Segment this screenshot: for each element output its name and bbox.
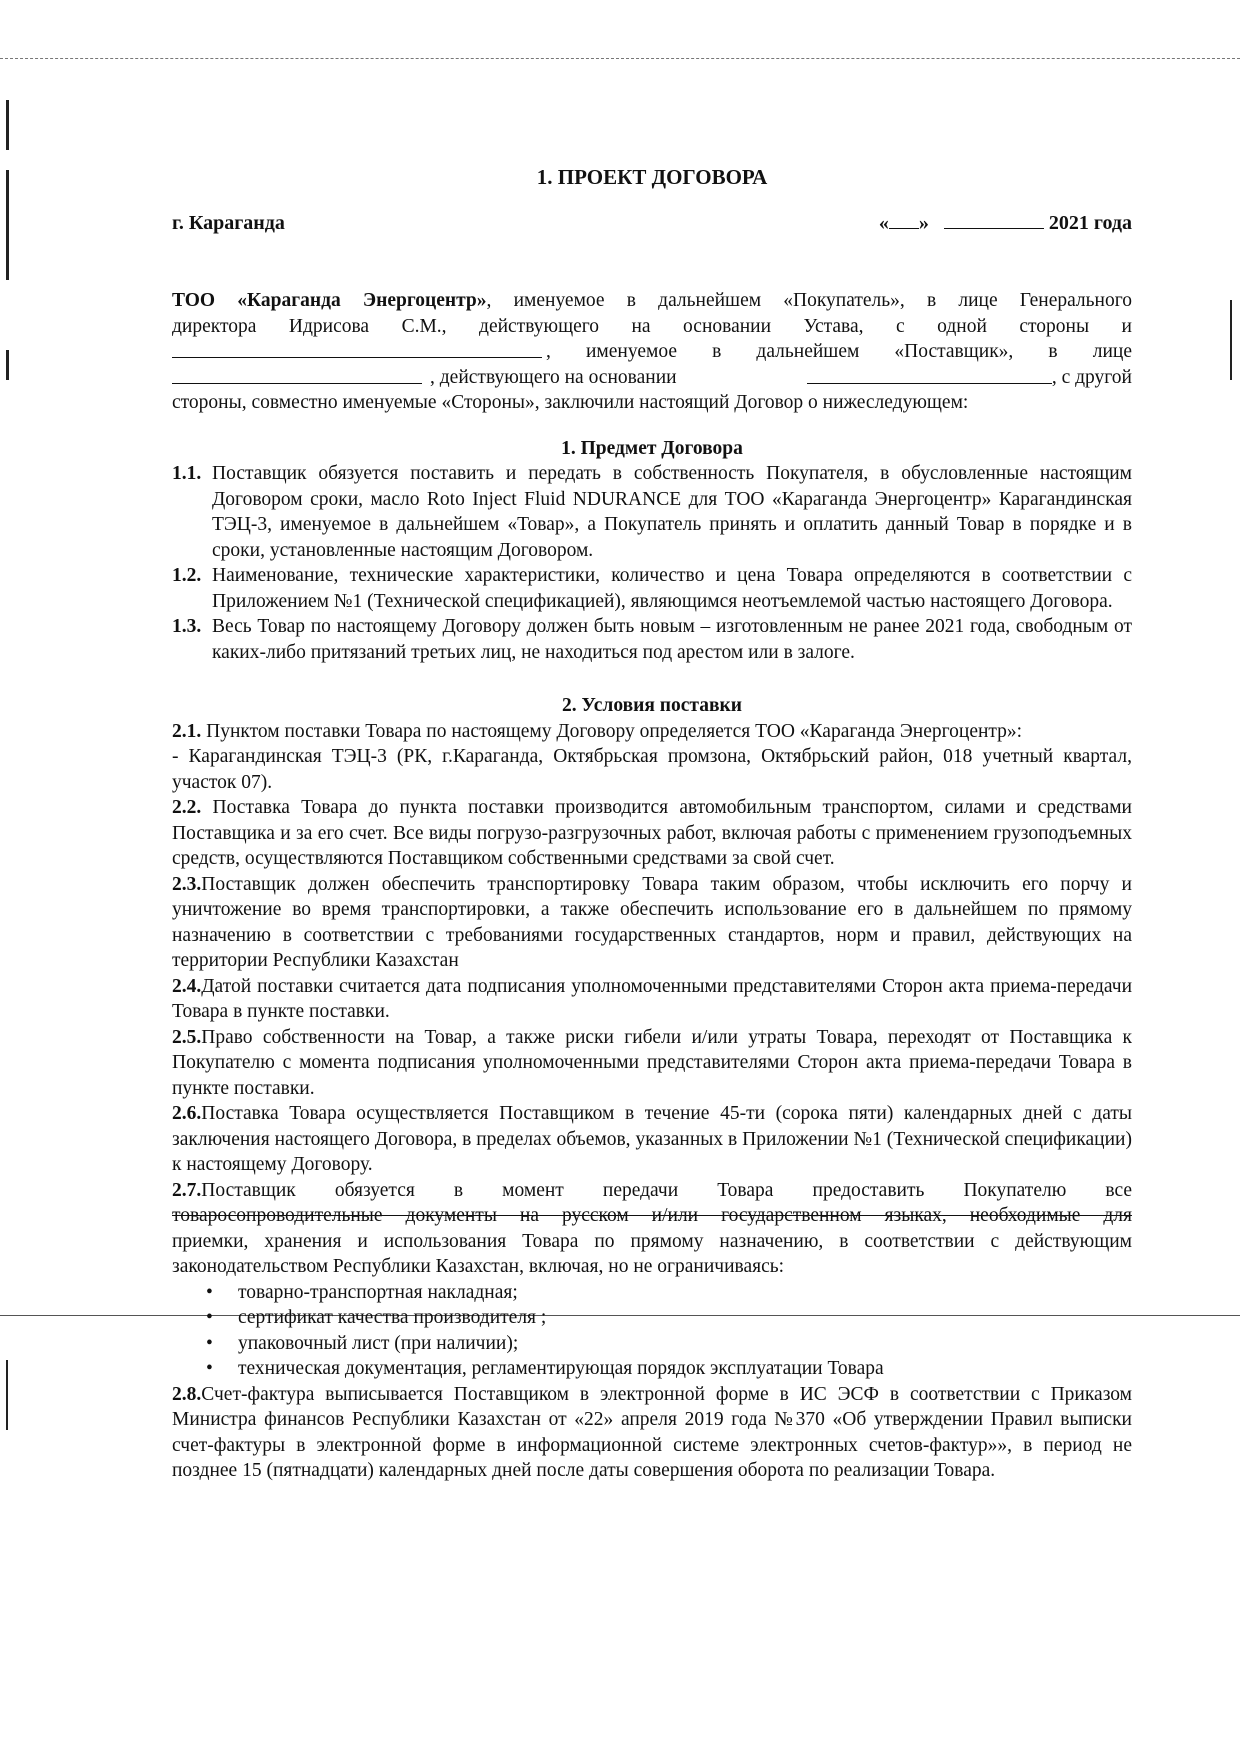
date-year: 2021 года xyxy=(1048,211,1132,234)
section-2-title: 2. Условия поставки xyxy=(562,695,742,716)
bullet-icon: • xyxy=(206,1358,213,1379)
day-blank xyxy=(889,228,919,229)
section-2-items xyxy=(172,719,1132,1484)
clause-1-1: 1.1. Поставщик обязуется поставить и передать в собственность Покупателя, в обусловленные настоящим Договором сроки, масло Roto Inject Fluid NDURANCE для ТОО «Караганда Энергоцентр» Карагандинская ТЭЦ-3, именуемое в дальнейшем «Товар», а Покупатель принять и оплатить данный Товар в порядке и в сроки, установленные настоящим Договором. xyxy=(172,463,1132,561)
clause-2-6: 2.6.Поставка Товара осуществляется Поставщиком в течение 45-ти (сорока пяти) календарных дней с даты заключения настоящего Договора, в пределах объемов, указанных в Приложении №1 (Технической спецификации) к настоящему Договору. xyxy=(172,1103,1132,1175)
clause-2-5: 2.5.Право собственности на Товар, а также риски гибели и/или утраты Товара, переходят от Поставщика к Покупателю с момента подписания уполномоченными представителями Сторон акта приема-передачи Товара в пункте поставки. xyxy=(172,1026,1132,1099)
clause-2-1: 2.1. Пунктом поставки Товара по настоящему Договору определяется ТОО «Караганда Энергоцентр»: xyxy=(172,720,1023,742)
document-title: 1. ПРОЕКТ ДОГОВОРА xyxy=(536,165,768,189)
bullet-icon: • xyxy=(206,1307,213,1328)
clause-1-2: 1.2. Наименование, технические характеристики, количество и цена Товара определяются в соответствии с Приложением №1 (Технической спецификацией), являющимся неотъемлемой частью настоящего Договора. xyxy=(172,565,1132,612)
basis-blank xyxy=(807,365,1052,384)
scan-artifact xyxy=(6,1360,8,1430)
list-item: • упаковочный лист (при наличии); xyxy=(206,1331,1132,1357)
scan-artifact xyxy=(6,100,9,150)
scan-artifact xyxy=(6,350,9,380)
date-quote-close: » xyxy=(918,211,929,234)
clause-2-7: 2.7.Поставщик обязуется в момент передачи Товара предоставить Покупателю все xyxy=(172,1179,1132,1201)
list-item: • товарно-транспортная накладная; xyxy=(206,1280,1132,1306)
month-blank xyxy=(944,228,1044,229)
date-quote-open: « xyxy=(878,211,889,234)
preamble-line-1: ТОО «Караганда Энергоцентр», именуемое в дальнейшем «Покупатель», в лице Генерального xyxy=(172,290,1132,311)
list-item: • техническая документация, регламентирующая порядок эксплуатации Товара xyxy=(206,1356,1132,1382)
clause-2-7-cont: приемки, хранения и использования Товара по прямому назначению, в соответствии с действующим законодательством Республики Казахстан, включая, но не ограничиваясь: xyxy=(172,1230,1132,1277)
clause-2-3: 2.3.Поставщик должен обеспечить транспортировку Товара таким образом, чтобы исключить его порчу и уничтожение во время транспортировки, а также обеспечить использование его в дальнейшем по прямому назначению в соответствии с требованиями государственных стандартов, норм и правил, действующих на территории Республики Казахстан xyxy=(172,873,1132,971)
place-date-row xyxy=(172,211,1132,237)
scan-artifact xyxy=(1230,300,1232,380)
contract-date xyxy=(879,211,1132,237)
preamble-line-3: , именуемое в дальнейшем «Поставщик», в лице xyxy=(172,339,1132,365)
representative-blank xyxy=(172,365,422,384)
scan-artifact xyxy=(6,170,9,280)
document-body xyxy=(172,165,1132,1484)
clause-2-7-struck-line: товаросопроводительные документы на русском и/или государственном языках, необходимые для xyxy=(172,1205,1132,1226)
preamble-line-2: директора Идрисова С.М., действующего на основании Устава, с одной стороны и xyxy=(172,315,1132,337)
supplier-name-blank xyxy=(172,339,542,358)
preamble-line-4: , действующего на основании , с другой xyxy=(172,365,1132,391)
list-item: • сертификат качества производителя ; xyxy=(206,1305,1132,1331)
clause-2-4: 2.4.Датой поставки считается дата подписания уполномоченными представителями Сторон акта приема-передачи Товара в пункте поставки. xyxy=(172,975,1132,1022)
bullet-icon: • xyxy=(206,1281,213,1303)
preamble-line-5: стороны, совместно именуемые «Стороны», заключили настоящий Договор о нижеследующем: xyxy=(172,392,969,413)
clause-2-8: 2.8.Счет-фактура выписывается Поставщиком в электронной форме в ИС ЭСФ в соответствии с Приказом Министра финансов Республики Казахстан от «22» апреля 2019 года №370 «Об утверждении Правил выписки счет-фактуры в электронной форме в информационной системе электронных счетов-фактур»», в период не позднее 15 (пятнадцати) календарных дней после даты совершения оборота по реализации Товара. xyxy=(172,1383,1132,1481)
clause-2-2: 2.2. Поставка Товара до пункта поставки производится автомобильным транспортом, силами и средствами Поставщика и за его счет. Все виды погрузо-разгрузочных работ, включая работы с применением грузоподъемных средств, осуществляются Поставщиком собственными средствами за свой счет. xyxy=(172,797,1132,869)
scan-artifact xyxy=(0,58,1240,59)
city: г. Караганда xyxy=(172,211,285,234)
section-1-items xyxy=(172,461,1132,665)
preamble xyxy=(172,288,1132,416)
documents-list xyxy=(172,1280,1132,1382)
clause-2-1-address: - Карагандинская ТЭЦ-3 (РК, г.Караганда, Октябрьская промзона, Октябрьский район, 018 учетный квартал, участок 07). xyxy=(172,746,1132,793)
section-1-title: 1. Предмет Договора xyxy=(561,437,743,459)
bullet-icon: • xyxy=(206,1332,213,1354)
buyer-name: ТОО «Караганда Энергоцентр» xyxy=(172,290,487,311)
clause-1-3: 1.3. Весь Товар по настоящему Договору должен быть новым – изготовленным не ранее 2021 года, свободным от каких-либо притязаний третьих лиц, не находиться под арестом или в залоге. xyxy=(172,616,1132,663)
